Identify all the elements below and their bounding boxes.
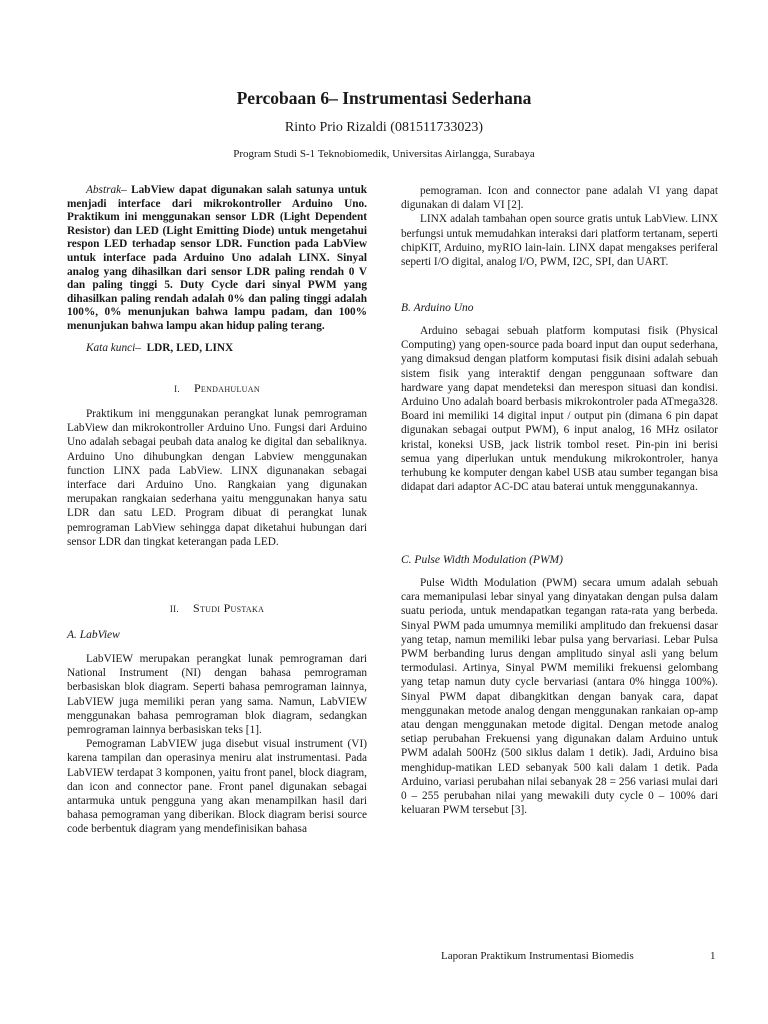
abstract-text: LabView dapat digunakan salah satunya untuk menjadi interface dari mikrokontroller Arduino Uno. Praktikum ini menggunakan sensor LDR (Light Dependent Resistor) dan LED (Light Emitting Diode) untuk mengetahui respon LED terhadap sensor LDR. Function pada LabView untuk interface pada Arduino Uno adalah LINX. Sinyal analog yang dihasilkan dari sensor LDR paling rendah 0 V dan paling tinggi 5. Duty Cycle dari sinyal PWM yang dihasilkan paling rendah adalah 0% dan paling tinggi adalah 100%, 0% menunjukan bahwa lampu padam, dan 100% menunjukan bahwa lampu akan hidup paling terang. — [67, 184, 368, 332]
abstract-block — [67, 184, 367, 334]
section-heading-studi — [67, 601, 367, 616]
section-heading-intro — [67, 381, 367, 396]
paragraph: Arduino sebagai sebuah platform komputasi fisik (Physical Computing) yang open-source pada board input dan ouput sederhana, yang dimaksud dengan platform komputasi fisik disini adalah sebuah sistem fisik yang interaktif dengan penggunaan software dan hardware yang dapat mendeteksi dan merespon situasi dan kondisi. Arduino Uno adalah board berbasis mikrokontroler pada ATmega328. Board ini memiliki 14 digital input / output pin (dimana 6 pin dapat digunakan sebagai output PWM), 6 input analog, 16 MHz osilator kristal, koneksi USB, jack listrik tombol reset. Pin-pin ini berisi semua yang diperlukan untuk mendukung mikrokontroler, hanya terhubung ke komputer dengan kabel USB atau sumber tegangan bisa didapat dari adaptor AC-DC atau baterai untuk menggunakannya. — [401, 325, 718, 494]
labview-paragraphs — [67, 652, 367, 837]
paragraph: Praktikum ini menggunakan perangkat lunak pemrograman LabView dan mikrokontroller Arduino Uno. Fungsi dari Arduino Uno adalah sebagai peubah data analog ke digital dan sebaliknya. Arduino Uno dihubungkan dengan Labview menggunakan function LINX pada LabView. LINX digunanakan sebagai interface dari Arduino Uno. Rangkaian yang digunakan merupakan rangkaian sederhana yaitu menggunakan hanya satu LDR dan satu LED. Program dibuat di perangkat lunak pemrograman LabView sehingga dapat diketahui hubungan dari sensor LDR dan tingkat keterangan pada LED. — [67, 408, 367, 548]
keywords-value: LDR, LED, LINX — [146, 342, 234, 354]
abstract-lead: Abstrak– — [86, 184, 127, 196]
subsection-heading-labview: A. LabView — [67, 629, 120, 641]
subsection-heading-pwm: C. Pulse Width Modulation (PWM) — [401, 554, 563, 566]
footer-text: Laporan Praktikum Instrumentasi Biomedis — [441, 950, 634, 962]
keywords — [67, 341, 367, 355]
paragraph: Pulse Width Modulation (PWM) secara umum adalah sebuah cara memanipulasi lebar sinyal yang dinyatakan dengan pulsa dalam suatu perioda, untuk mendapatkan tegangan rata-rata yang berbeda. Sinyal PWM pada umumnya memiliki amplitudo dan frekuensi dasar yang tetap, namun memiliki lebar pulsa yang bervariasi. Lebar Pulsa PWM berbanding lurus dengan amplitudo sinyal asli yang belum termodulasi. Artinya, Sinyal PWM memiliki frekuensi gelombang yang tetap namun duty cycle bervariasi (antara 0% hingga 100%). Sinyal PWM dapat dibangkitkan dengan banyak cara, dapat menggunakan metode analog dengan menggunakan rankaian op-amp atau dengan menggunakan metode digital. Dengan metode analog setiap perubahan Frekuensi yang digunakan dalam Arduino untuk PWM adalah 500Hz (500 siklus dalam 1 detik). Jadi, Arduino bisa menghidup-matikan LED sebanyak 500 kali dalam 1 detik. Pada Arduino, variasi perubahan nilai sebanyak 28 = 256 variasi mulai dari 0 – 255 perubahan nilai yang mewakili duty cycle 0 – 100% dari keluaran PWM tersebut [3]. — [401, 577, 718, 817]
keywords-lead: Kata kunci– — [86, 342, 141, 354]
paragraph: LINX adalah tambahan open source gratis untuk LabView. LINX berfungsi untuk memudahkan interaksi dari platform tertanam, seperti chipKIT, Arduino, myRIO lain-lain. LINX dapat mengakses periferal seperti I/O digital, analog I/O, PWM, I2C, SPI, dan UART. — [401, 213, 718, 269]
author-line: Rinto Prio Rizaldi (081511733023) — [284, 120, 484, 135]
pwm-paragraph — [401, 576, 718, 817]
paragraph: Pemograman LabVIEW juga disebut visual instrument (VI) karena tampilan dan operasinya meniru alat instrumentasi. Pada LabVIEW terdapat 3 komponen, yaitu front panel, block diagram, dan icon and connector pane. Front panel digunakan sebagai antarmuka untuk pengguna yang akan menampilkan hasil dari bahasa pemograman yang diberikan. Block diagram berisi source code berbentuk diagram yang mendefinisikan bahasa — [67, 738, 367, 836]
labview-continued — [401, 184, 718, 269]
paper-title: Percobaan 6– Instrumentasi Sederhana — [236, 88, 532, 108]
section-title: Studi Pustaka — [192, 601, 265, 615]
intro-paragraph — [67, 407, 367, 549]
affiliation-line: Program Studi S-1 Teknobiomedik, Universitas Airlangga, Surabaya — [233, 148, 535, 160]
arduino-paragraph — [401, 324, 718, 494]
section-number: II. — [169, 604, 179, 614]
section-title: Pendahuluan — [193, 381, 260, 395]
paragraph: pemograman. Icon and connector pane adalah VI yang dapat digunakan di dalam VI [2]. — [401, 185, 718, 212]
section-number: I. — [174, 384, 180, 394]
page-number: 1 — [710, 950, 716, 962]
subsection-heading-arduino: B. Arduino Uno — [401, 302, 474, 314]
paragraph: LabVIEW merupakan perangkat lunak pemrograman dari National Instrument (NI) dengan bahasa pemrograman berbasiskan blok diagram. Seperti bahasa pemrograman lainnya, LabVIEW juga memiliki peran yang sama. Namun, LabVIEW menggunakan bahasa pemrograman blok diagram, sedangkan pemrograman lainnya berbasiskan teks [1]. — [67, 653, 367, 737]
